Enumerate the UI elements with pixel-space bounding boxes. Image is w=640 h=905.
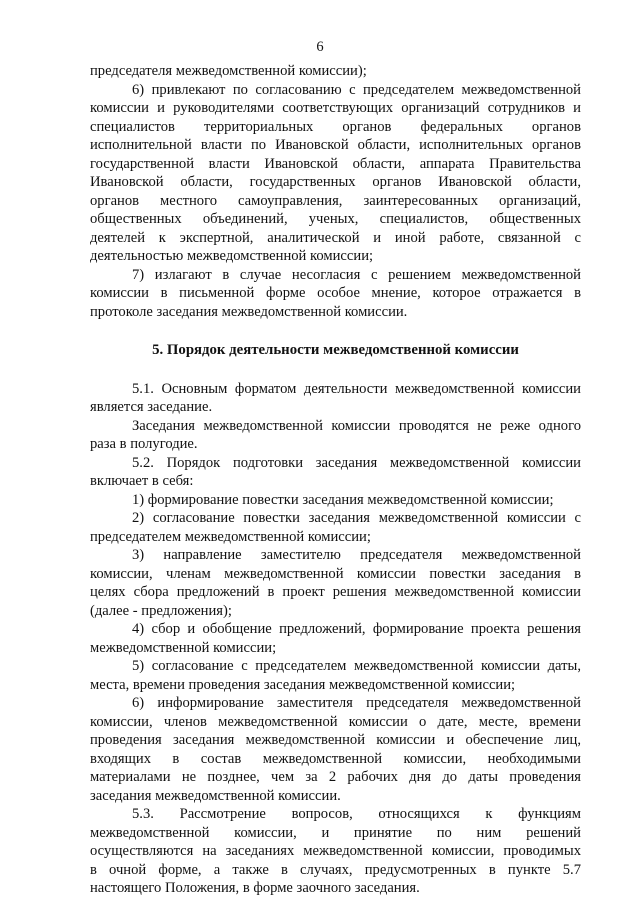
- text-line: целях сбора предложений в проект решения межведомственной комиссии: [90, 584, 581, 600]
- text-line: 6) информирование заместителя председателя межведомственной: [132, 695, 581, 711]
- text-line: раза в полугодие.: [90, 436, 198, 452]
- text-line: 1) формирование повестки заседания межведомственной комиссии;: [132, 491, 554, 508]
- spacer: [90, 360, 581, 380]
- text-line: 6) привлекают по согласованию с председателем межведомственной: [132, 81, 581, 98]
- text-line: межведомственной комиссии;: [90, 639, 277, 656]
- section-heading: 5. Порядок деятельности межведомственной комиссии: [152, 342, 519, 358]
- text-line: места, времени проведения заседания межведомственной комиссии;: [90, 676, 516, 693]
- text-line: осуществляются на заседаниях межведомственной комиссии, проводимых: [90, 843, 581, 859]
- text-line: протоколе заседания межведомственной комиссии.: [90, 303, 408, 320]
- text-line: государственной власти Ивановской области, аппарата Правительства: [90, 155, 581, 172]
- text-line: специалистов территориальных органов федеральных органов: [90, 118, 581, 135]
- text-line: 5.2. Порядок подготовки заседания межведомственной комиссии: [132, 454, 581, 471]
- text-line: материалами не позднее, чем за 2 рабочих дня до даты проведения: [90, 769, 581, 785]
- text-line: комиссии, членам межведомственной комиссии повестки заседания в: [90, 565, 581, 582]
- text-line: (далее - предложения);: [90, 602, 232, 619]
- text-line: входящих в состав межведомственной комиссии, необходимыми: [90, 750, 581, 767]
- text-line: заседания межведомственной комиссии.: [90, 787, 341, 804]
- text-line: Ивановской области, государственных органов Ивановской области,: [90, 174, 581, 190]
- text-line: деятельностью межведомственной комиссии;: [90, 248, 374, 264]
- text-line: деятелей к экспертной, аналитической и иной работе, связанной с: [90, 229, 581, 246]
- text-line: 5) согласование с председателем межведомственной комиссии даты,: [132, 658, 581, 674]
- text-line: проведения заседания межведомственной комиссии и обеспечение лиц,: [90, 732, 581, 748]
- text-line: органов местного самоуправления, заинтересованных организаций,: [90, 192, 581, 209]
- text-line: председателем межведомственной комиссии;: [90, 528, 371, 545]
- text-line: 7) излагают в случае несогласия с решением межведомственной: [132, 266, 581, 283]
- text-line: является заседание.: [90, 399, 213, 415]
- text-line: комиссии и руководителями соответствующих организаций сотрудников и: [90, 100, 581, 116]
- text-line: межведомственной комиссии, и принятие по ним решений: [90, 824, 581, 841]
- text-line: исполнительной власти по Ивановской области, исполнительных органов: [90, 137, 581, 153]
- text-line: Заседания межведомственной комиссии проводятся не реже одного: [132, 417, 581, 434]
- text-line: 2) согласование повестки заседания межведомственной комиссии с: [132, 510, 581, 526]
- text-line: настоящего Положения, в форме заочного заседания.: [90, 880, 420, 896]
- text-line: 5.3. Рассмотрение вопросов, относящихся к функциям: [132, 806, 581, 822]
- page-number: 6: [316, 39, 324, 55]
- spacer: [90, 321, 581, 341]
- text-line: председателя межведомственной комиссии);: [90, 63, 367, 79]
- text-line: 5.1. Основным форматом деятельности межведомственной комиссии: [132, 380, 581, 397]
- text-line: включает в себя:: [90, 473, 194, 489]
- document-body: [90, 62, 581, 898]
- text-line: 3) направление заместителю председателя межведомственной: [132, 547, 581, 563]
- text-line: комиссии, членов межведомственной комиссии о дате, месте, времени: [90, 713, 581, 730]
- text-line: комиссии в письменной форме особое мнение, которое отражается в: [90, 285, 581, 301]
- text-line: общественных объединений, ученых, специалистов, общественных: [90, 211, 581, 227]
- text-line: 4) сбор и обобщение предложений, формирование проекта решения: [132, 621, 581, 637]
- text-line: в очной форме, а также в случаях, предусмотренных в пункте 5.7: [90, 861, 581, 878]
